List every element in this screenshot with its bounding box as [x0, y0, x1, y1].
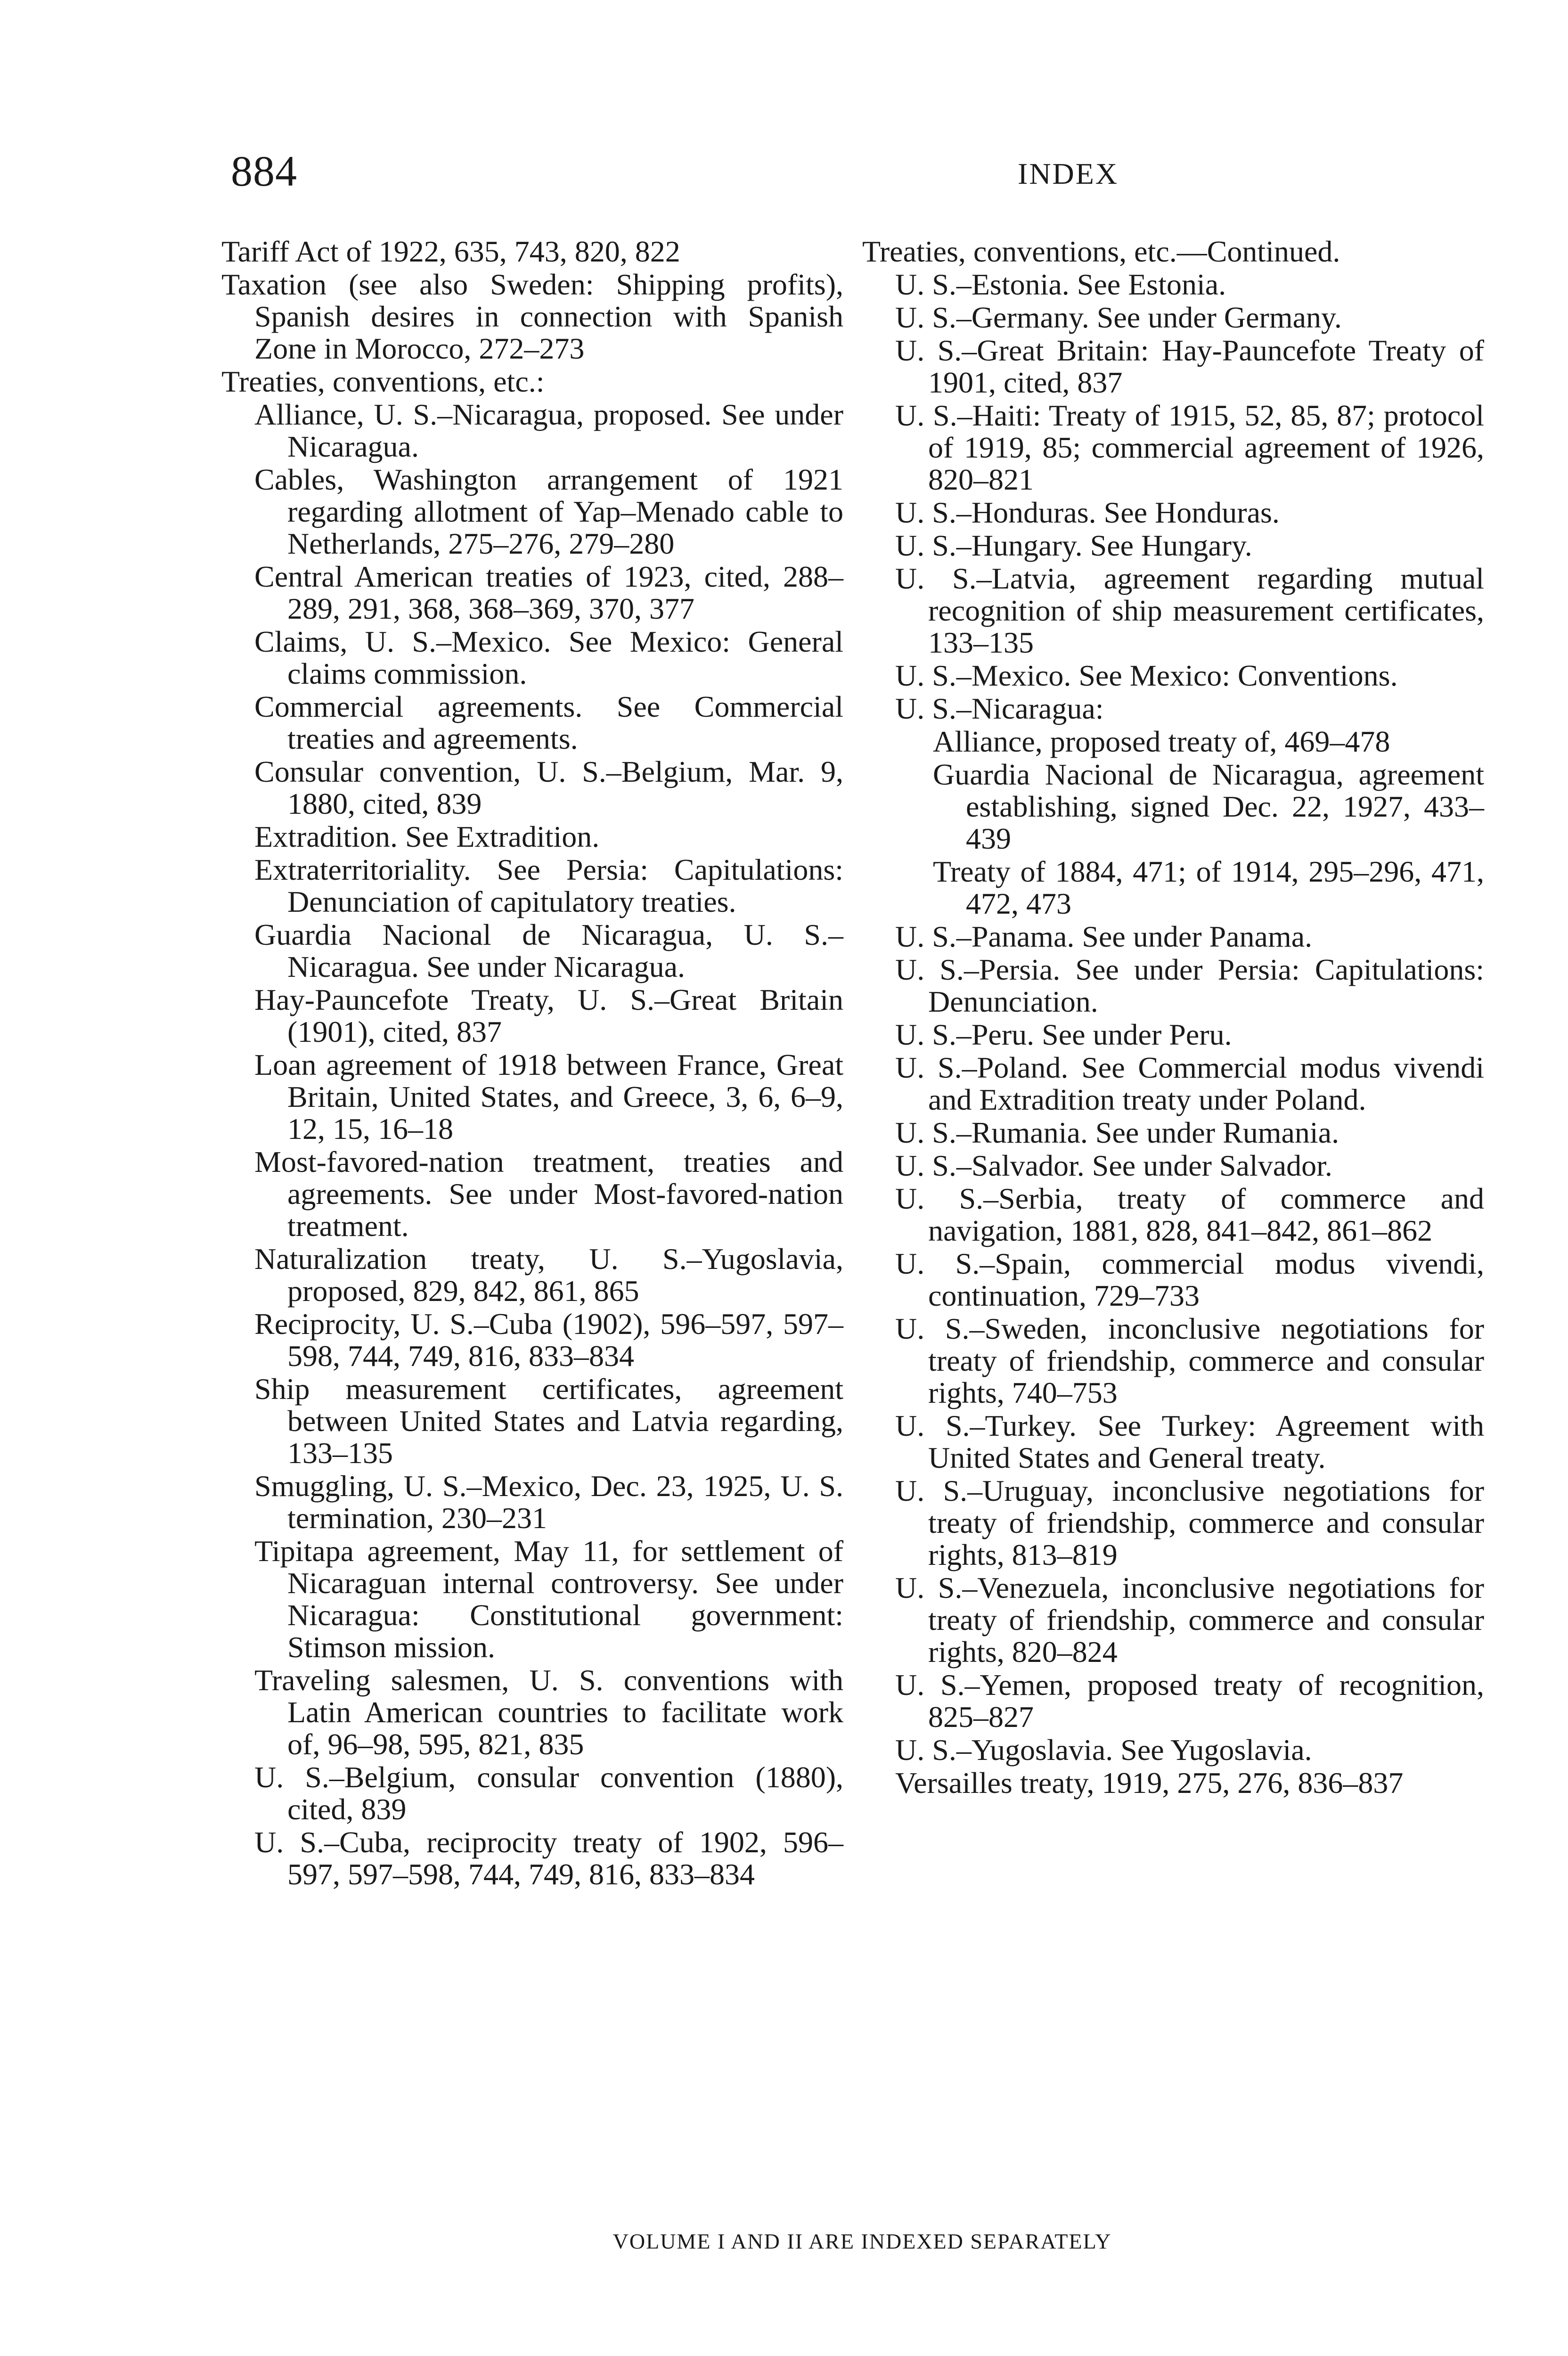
index-column-right — [862, 236, 1484, 1800]
index-entry: U. S.–Venezuela, inconclusive negotiations for treaty of friendship, commerce and consular rights, 820–824 — [895, 1571, 1484, 1669]
index-entry: Smuggling, U. S.–Mexico, Dec. 23, 1925, U. S. termination, 230–231 — [254, 1469, 843, 1535]
index-entry: Central American treaties of 1923, cited, 288–289, 291, 368, 368–369, 370, 377 — [254, 560, 843, 625]
index-entry: U. S.–Peru. See under Peru. — [895, 1018, 1232, 1051]
index-entry: Extradition. See Extradition. — [254, 820, 600, 853]
footer-note: VOLUME I AND II ARE INDEXED SEPARATELY — [612, 2229, 1112, 2253]
index-entry: U. S.–Yugoslavia. See Yugoslavia. — [895, 1733, 1312, 1767]
index-entry: Traveling salesmen, U. S. conventions with Latin American countries to facilitate work of, 96–98, 595, 821, 835 — [254, 1663, 843, 1761]
index-entry: Claims, U. S.–Mexico. See Mexico: General claims commission. — [254, 625, 843, 690]
index-entry: U. S.–Belgium, consular convention (1880), cited, 839 — [254, 1760, 843, 1826]
index-entry: Reciprocity, U. S.–Cuba (1902), 596–597, 597–598, 744, 749, 816, 833–834 — [254, 1307, 843, 1373]
index-entry: U. S.–Serbia, treaty of commerce and navigation, 1881, 828, 841–842, 861–862 — [895, 1182, 1484, 1247]
index-entry: U. S.–Sweden, inconclusive negotiations for treaty of friendship, commerce and consular rights, 740–753 — [895, 1312, 1484, 1409]
index-entry: Ship measurement certificates, agreement between United States and Latvia regarding, 133–135 — [254, 1372, 843, 1470]
index-entry: U. S.–Haiti: Treaty of 1915, 52, 85, 87; protocol of 1919, 85; commercial agreement of 1926, 820–821 — [895, 399, 1484, 496]
index-entry: Treaties, conventions, etc.: — [221, 365, 545, 398]
index-entry: Hay-Pauncefote Treaty, U. S.–Great Britain (1901), cited, 837 — [254, 983, 843, 1048]
index-entry: U. S.–Spain, commercial modus vivendi, continuation, 729–733 — [895, 1247, 1484, 1312]
index-entry: U. S.–Yemen, proposed treaty of recognition, 825–827 — [895, 1668, 1484, 1734]
index-entry: Taxation (see also Sweden: Shipping profits), Spanish desires in connection with Spanish Zone in Morocco, 272–273 — [221, 268, 843, 365]
index-entry: U. S.–Great Britain: Hay-Pauncefote Treaty of 1901, cited, 837 — [895, 334, 1484, 399]
running-head: INDEX — [1018, 157, 1119, 190]
index-entry: U. S.–Turkey. See Turkey: Agreement with United States and General treaty. — [895, 1409, 1484, 1474]
index-column-left — [221, 236, 843, 1891]
index-entry: Treaty of 1884, 471; of 1914, 295–296, 471, 472, 473 — [933, 855, 1484, 920]
index-entry: Tariff Act of 1922, 635, 743, 820, 822 — [221, 235, 680, 268]
index-entry: U. S.–Rumania. See under Rumania. — [895, 1116, 1339, 1149]
index-entry: Guardia Nacional de Nicaragua, agreement establishing, signed Dec. 22, 1927, 433–439 — [933, 758, 1484, 855]
index-entry: U. S.–Nicaragua: — [895, 692, 1104, 725]
index-entry: U. S.–Honduras. See Honduras. — [895, 496, 1280, 529]
index-entry: Alliance, U. S.–Nicaragua, proposed. See under Nicaragua. — [254, 398, 843, 463]
index-entry: Alliance, proposed treaty of, 469–478 — [933, 725, 1390, 758]
index-entry: Loan agreement of 1918 between France, Great Britain, United States, and Greece, 3, 6, 6–9, 12, 15, 16–18 — [254, 1048, 843, 1145]
index-entry: Cables, Washington arrangement of 1921 regarding allotment of Yap–Menado cable to Netherlands, 275–276, 279–280 — [254, 463, 843, 560]
page-number: 884 — [231, 147, 297, 195]
index-entry: U. S.–Estonia. See Estonia. — [895, 268, 1226, 301]
index-entry: Treaties, conventions, etc.—Continued. — [862, 235, 1340, 268]
index-entry: U. S.–Mexico. See Mexico: Conventions. — [895, 659, 1398, 692]
index-entry: U. S.–Poland. See Commercial modus vivendi and Extradition treaty under Poland. — [895, 1051, 1484, 1116]
index-entry: Most-favored-nation treatment, treaties and agreements. See under Most-favored-nation treatment. — [254, 1145, 843, 1243]
index-entry: U. S.–Hungary. See Hungary. — [895, 529, 1252, 562]
index-entry: Extraterritoriality. See Persia: Capitulations: Denunciation of capitulatory treaties. — [254, 853, 843, 918]
index-entry: U. S.–Cuba, reciprocity treaty of 1902, 596–597, 597–598, 744, 749, 816, 833–834 — [254, 1825, 843, 1891]
index-entry: Tipitapa agreement, May 11, for settlement of Nicaraguan internal controversy. See under Nicaragua: Constitutional government: Stimson mission. — [254, 1534, 843, 1664]
index-entry: U. S.–Germany. See under Germany. — [895, 301, 1342, 334]
page-header — [217, 146, 1568, 198]
index-entry: U. S.–Latvia, agreement regarding mutual recognition of ship measurement certificates, 133–135 — [895, 562, 1484, 659]
index-entry: U. S.–Uruguay, inconclusive negotiations for treaty of friendship, commerce and consular rights, 813–819 — [895, 1474, 1484, 1571]
index-entry: Guardia Nacional de Nicaragua, U. S.–Nicaragua. See under Nicaragua. — [254, 918, 843, 983]
index-entry: Versailles treaty, 1919, 275, 276, 836–837 — [895, 1766, 1404, 1800]
index-entry: U. S.–Salvador. See under Salvador. — [895, 1149, 1332, 1182]
index-entry: Consular convention, U. S.–Belgium, Mar. 9, 1880, cited, 839 — [254, 755, 843, 820]
index-entry: U. S.–Persia. See under Persia: Capitulations: Denunciation. — [895, 953, 1484, 1018]
index-entry: Commercial agreements. See Commercial treaties and agreements. — [254, 690, 843, 755]
index-entry: U. S.–Panama. See under Panama. — [895, 920, 1313, 953]
index-entry: Naturalization treaty, U. S.–Yugoslavia, proposed, 829, 842, 861, 865 — [254, 1242, 843, 1308]
